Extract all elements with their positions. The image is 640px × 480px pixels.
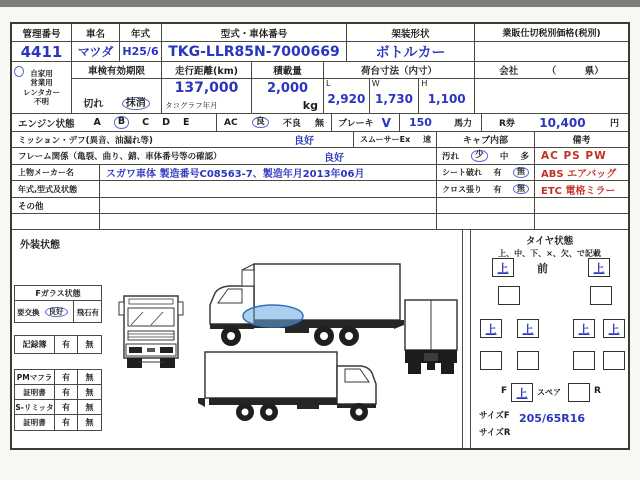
engine-ac-cell: [217, 114, 332, 131]
shaken-column: [72, 62, 162, 113]
record-label: 記録簿: [15, 336, 55, 353]
tire-box-rear2-outer-left: [480, 351, 502, 370]
body-shape-header: 架装形状: [347, 24, 475, 41]
bed-dim-l: [324, 79, 370, 113]
record-yes: 有: [55, 336, 78, 353]
usage-option-private: 自家用: [30, 68, 53, 78]
tire-box-spare-r: [568, 383, 590, 402]
pm-row-cert1: [15, 385, 101, 400]
truck-side-left-drawing: [197, 258, 407, 350]
fglass-replace: 要交換: [17, 307, 40, 317]
company-label: 会社: [499, 66, 519, 77]
engine-row: [12, 114, 628, 132]
bed-dim-h: [419, 79, 474, 113]
tire-box-rear2-inner-left: [517, 351, 539, 370]
engine-grade-cell: [12, 114, 217, 131]
tire-box-mid-right: [590, 286, 612, 305]
pm-muffler-yes: 有: [55, 370, 78, 384]
bed-dim-l-key: L: [326, 79, 331, 88]
tire-box-rear1-inner-right: 上: [573, 319, 595, 338]
price-header: 業販仕切税別価格(税別): [502, 29, 601, 39]
pm-row-limiter: [15, 400, 101, 415]
engine-grade-b: B: [114, 116, 129, 128]
tire-size-r-label: サイズR: [479, 428, 511, 438]
load-value: 2,000: [266, 80, 309, 96]
tire-box-rear2-inner-right: [573, 351, 595, 370]
model-year-header: 年式: [120, 24, 162, 41]
model-year-value: H25/6: [120, 42, 162, 61]
usage-option-unknown: 不明: [34, 96, 49, 106]
pm-row-cert2: [15, 415, 101, 430]
fglass-good: 良好: [45, 307, 68, 317]
cloth-no: 無: [513, 184, 529, 195]
tire-size-f-label: サイズF: [479, 411, 510, 421]
mileage-value: 137,000: [174, 80, 239, 96]
ac-bad: 不良: [282, 119, 301, 129]
tire-box-mid-left: [498, 286, 520, 305]
remarks-header: 備考: [572, 136, 591, 146]
price-value: [475, 42, 628, 61]
dirt-label: 汚れ: [442, 152, 460, 162]
other-value: [100, 198, 437, 213]
brake-label: ブレーキ: [338, 119, 374, 129]
shaken-header: 車検有効期限: [72, 62, 161, 79]
usage-circle-mark: [14, 66, 24, 77]
load-unit: kg: [302, 98, 318, 112]
tire-size-f-value: 205/65R16: [519, 412, 586, 425]
car-name-value: マツダ: [72, 42, 120, 61]
dirt-area-empty: [437, 198, 535, 213]
scan-top-band: [0, 0, 640, 7]
smoother-label: スムーサーEx: [360, 135, 411, 144]
spec-row: [12, 62, 628, 114]
tire-box-rear1-inner-left: 上: [517, 319, 539, 338]
cloth-cell: [437, 181, 535, 197]
record-table: [14, 335, 102, 354]
frame-cell: [12, 148, 437, 164]
engine-label: エンジン状態: [18, 118, 75, 130]
top-value-row: [12, 42, 628, 62]
dirt-cell: [437, 148, 535, 164]
brake-cell: [332, 114, 400, 131]
tire-box-front-left: 上: [492, 258, 514, 277]
car-name-header: 車名: [72, 24, 120, 41]
remark-abs-airbag: ABS エアバッグ: [541, 169, 617, 180]
panel-gap: [463, 230, 470, 448]
engine-grade-e: E: [183, 117, 190, 128]
pm-cert1-yes: 有: [55, 385, 78, 399]
mission-label: ミッション・デフ(異音、油漏れ等): [18, 135, 153, 146]
seat-no: 無: [513, 167, 529, 178]
company-value: [475, 79, 628, 113]
dirt-mid: 中: [499, 152, 509, 162]
remark-etc-mirror: ETC 電格ミラー: [541, 185, 616, 197]
blank-label-cell: [12, 214, 100, 229]
remark-empty-1: [535, 198, 628, 213]
tire-spare-label: スペア: [537, 388, 561, 397]
bed-dims-column: [324, 62, 475, 113]
fglass-stone: 飛石有: [73, 301, 100, 323]
smoother-speed-label: 速: [423, 135, 431, 144]
hp-cell: [400, 114, 482, 131]
engine-grade-d: D: [162, 117, 171, 128]
bed-dim-l-value: 2,920: [327, 92, 366, 106]
tacho-label: タコグラフ年月: [165, 100, 218, 110]
load-column: [252, 62, 324, 113]
bed-dims-header: 荷台寸法（内寸）: [324, 62, 474, 79]
pm-cert2-no: 無: [85, 418, 94, 427]
ticket-label: R券: [499, 119, 515, 129]
frame-value: 良好: [324, 152, 344, 164]
exterior-title: 外装状態: [20, 240, 60, 251]
pm-row-muffler: [15, 370, 101, 385]
tire-r-label: R: [594, 386, 601, 396]
ac-none: 無: [314, 119, 324, 129]
bed-dim-w: [370, 79, 420, 113]
engine-grade-c: C: [142, 117, 150, 128]
ac-label: AC: [224, 117, 238, 128]
tire-f-label: F: [501, 386, 508, 396]
load-header: 積載量: [252, 62, 323, 79]
mission-row: [12, 132, 628, 148]
spec-value: [100, 181, 437, 197]
other-label: その他: [12, 198, 100, 213]
mission-cell: [12, 132, 354, 147]
seat-cell: [437, 165, 535, 180]
blank-dirt-cell: [437, 214, 535, 229]
pm-limiter-yes: 有: [55, 400, 78, 414]
bed-dim-w-key: W: [371, 79, 380, 88]
company-paren-open: （: [546, 66, 557, 77]
tire-box-rear2-outer-right: [603, 351, 625, 370]
brake-value: V: [381, 115, 391, 130]
cloth-label: クロス張り: [442, 184, 482, 194]
pm-muffler-label: PMマフラ: [15, 370, 55, 384]
pm-cert2-yes: 有: [55, 415, 78, 430]
pm-cert1-no: 無: [85, 387, 94, 397]
seat-label: シート破れ: [442, 168, 482, 177]
model-code-value: TKG-LLR85N-7000669: [162, 42, 347, 61]
frame-label: フレーム関係（亀裂、曲り、錆、車体番号等の確認）: [18, 152, 222, 162]
model-code-header: 型式・車体番号: [162, 24, 347, 41]
truck-rear-drawing: [400, 298, 462, 376]
mgmt-no-header: 管理番号: [12, 24, 72, 41]
spec-label: 年式,型式及状態: [12, 181, 100, 197]
remark-empty-2: [535, 214, 628, 229]
mileage-header: 走行距離(km): [162, 62, 251, 79]
fglass-table: [14, 285, 102, 323]
ticket-cell: [482, 114, 628, 131]
usage-option-commercial: 営業用: [30, 78, 53, 88]
blank-value-cell: [100, 214, 437, 229]
other-row: [12, 198, 628, 214]
damage-mark-ellipse: [243, 305, 303, 327]
shaken-expired: 切れ: [83, 99, 104, 110]
tire-legend: 上、中、下、×、欠、で記載: [498, 249, 601, 258]
company-paren-close: 県）: [584, 66, 604, 77]
dirt-low: 少: [471, 150, 488, 161]
pm-cert2-label: 証明書: [15, 415, 55, 430]
record-no: 無: [85, 340, 94, 349]
ticket-unit: 円: [609, 119, 619, 129]
ticket-value: 10,400: [539, 115, 586, 130]
pm-table: [14, 369, 102, 431]
ac-good: 良: [252, 117, 269, 129]
dirt-high: 多: [520, 152, 529, 162]
maker-label: 上物メーカー名: [12, 165, 100, 180]
bottom-section: [12, 230, 628, 448]
maker-value: スガワ車体 製造番号C08563-7、製造年月2013年06月: [100, 165, 437, 180]
usage-cell: [12, 62, 72, 113]
pm-cert1-label: 証明書: [15, 385, 55, 399]
usage-option-rental: レンタカー: [22, 87, 60, 97]
fglass-title: Fガラス状態: [15, 286, 101, 301]
blank-row: [12, 214, 628, 230]
tire-box-spare-f: 上: [511, 383, 533, 402]
company-column: [475, 62, 628, 113]
tire-front-label: 前: [537, 262, 548, 275]
auction-sheet-form: [10, 22, 630, 450]
frame-row: [12, 148, 628, 165]
pm-limiter-no: 無: [85, 402, 94, 412]
hp-label: 馬力: [453, 119, 472, 129]
mission-value: 良好: [294, 136, 314, 147]
remark-ac-ps-pw: AC PS PW: [541, 150, 607, 162]
pm-muffler-no: 無: [85, 372, 94, 382]
tire-box-rear1-outer-right: 上: [603, 319, 625, 338]
cab-header: キャブ内部: [437, 132, 535, 147]
tire-panel: [470, 230, 628, 448]
hp-value: 150: [409, 116, 432, 129]
smoother-cell: [354, 132, 437, 147]
tire-box-front-right: 上: [588, 258, 610, 277]
mileage-column: [162, 62, 252, 113]
bed-dim-h-value: 1,100: [427, 92, 466, 106]
bed-dim-w-value: 1,730: [375, 92, 414, 106]
truck-front-drawing: [117, 292, 185, 374]
body-shape-value: ボトルカー: [347, 42, 475, 61]
bed-dim-h-key: H: [421, 79, 428, 88]
mgmt-no-value: 4411: [12, 42, 72, 61]
top-header-row: [12, 24, 628, 42]
pm-limiter-label: S-リミッタ: [15, 400, 55, 414]
truck-side-right-drawing: [197, 350, 392, 425]
tire-box-rear1-outer-left: 上: [480, 319, 502, 338]
exterior-panel: [12, 230, 463, 448]
engine-grade-a: A: [93, 117, 101, 128]
spec-state-row: [12, 181, 628, 198]
tire-title: タイヤ状態: [525, 236, 574, 247]
shaken-erased: 抹消: [122, 97, 150, 110]
company-header: [475, 62, 628, 79]
maker-row: [12, 165, 628, 181]
cloth-yes: 有: [493, 184, 502, 194]
seat-yes: 有: [493, 168, 502, 177]
